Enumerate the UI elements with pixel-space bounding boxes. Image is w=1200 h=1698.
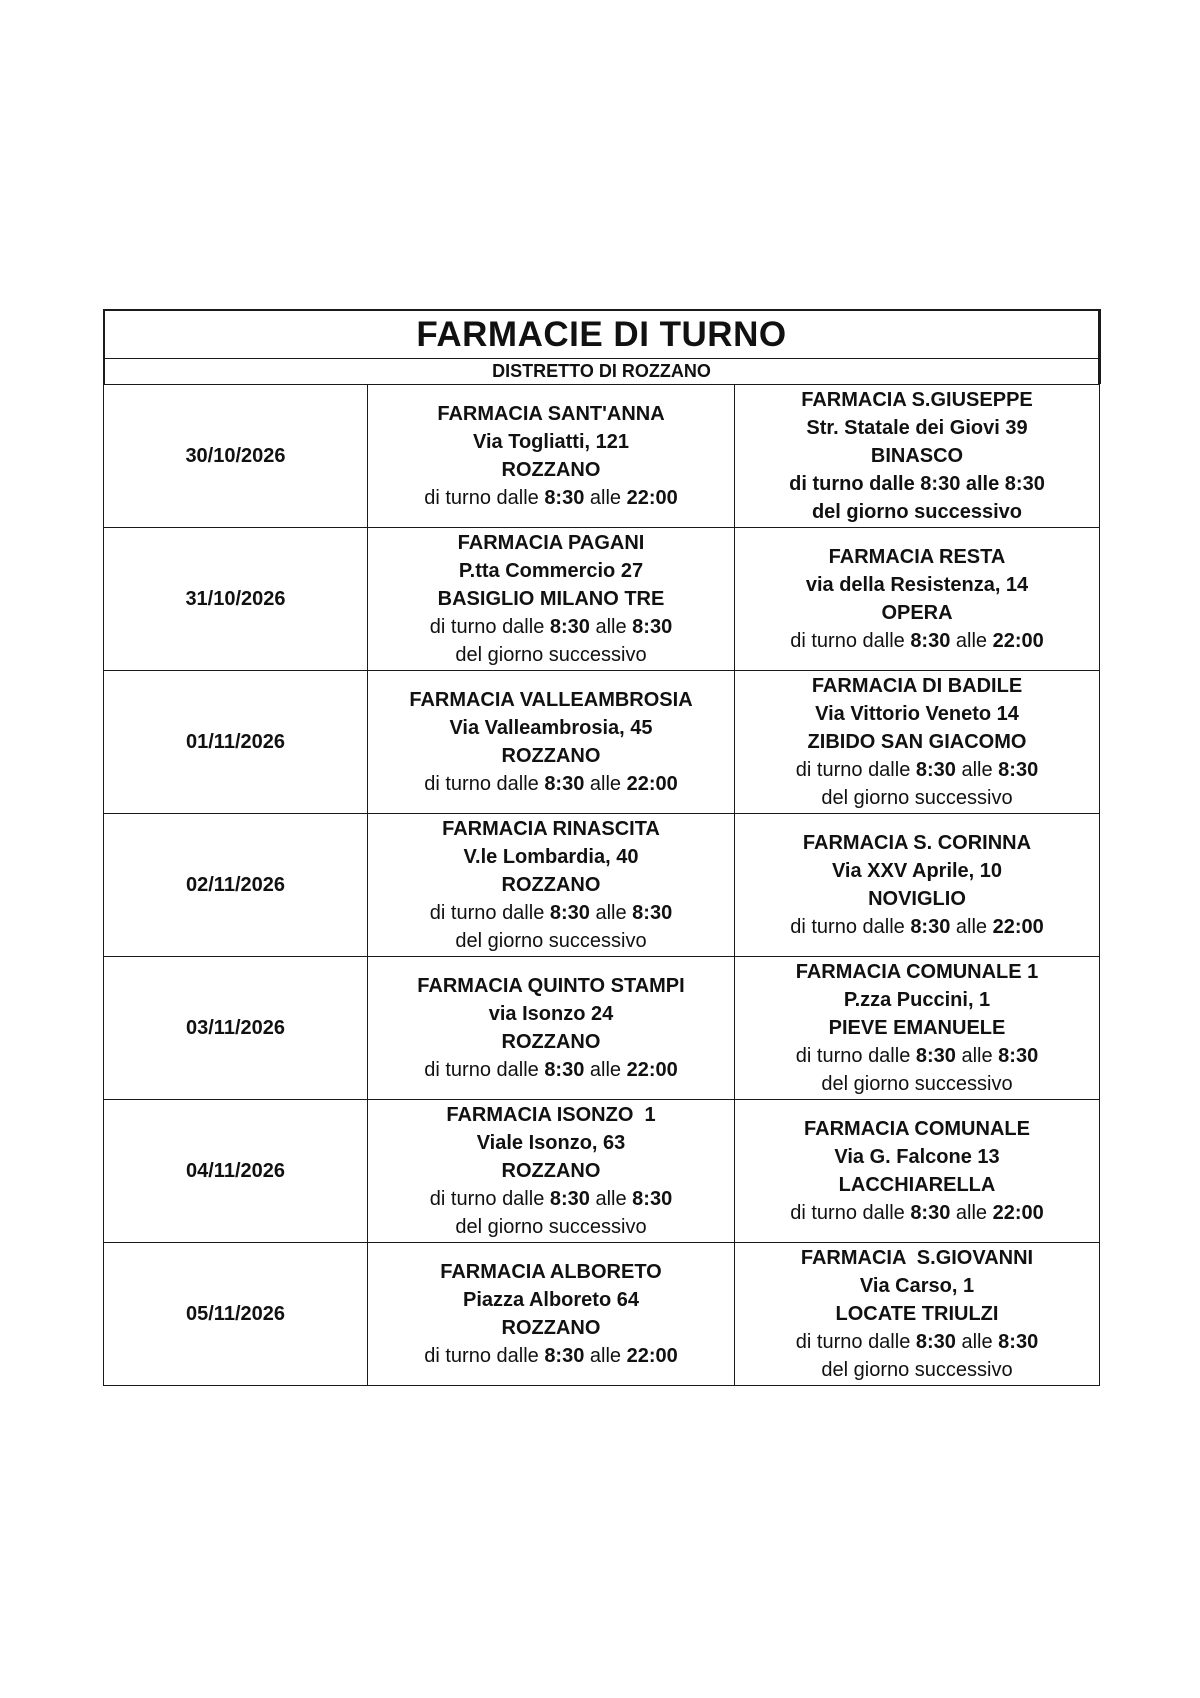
pharmacy-town: ROZZANO [501, 1317, 601, 1339]
duty-hours [735, 1042, 1099, 1070]
duty-hours [368, 613, 734, 641]
duty-end-time: 8:30 [1004, 473, 1045, 495]
table-row [104, 671, 1100, 814]
pharmacy-town: LACCHIARELLA [838, 1174, 996, 1196]
duty-start-time: 8:30 [915, 759, 956, 781]
duty-hours-connector: alle [584, 1059, 627, 1081]
pharmacy-town: ROZZANO [501, 1031, 601, 1053]
pharmacy-town: ROZZANO [501, 459, 601, 481]
duty-end-time: 8:30 [998, 1045, 1039, 1067]
pharmacy-address: Via G. Falcone 13 [834, 1146, 1000, 1168]
roster-header [103, 309, 1101, 384]
pharmacy-name: FARMACIA DI BADILE [811, 675, 1023, 697]
duty-hours-prefix: di turno dalle [789, 473, 921, 495]
duty-hours-connector: alle [584, 1345, 627, 1367]
duty-start-time: 8:30 [544, 1345, 585, 1367]
pharmacy-name: FARMACIA RESTA [828, 546, 1006, 568]
duty-hours-prefix: di turno dalle [429, 902, 550, 924]
pharmacy-town: OPERA [881, 602, 953, 624]
pharmacy-address: Str. Statale dei Giovi 39 [806, 417, 1028, 439]
pharmacy-name: FARMACIA COMUNALE 1 [795, 961, 1039, 983]
duty-hours-connector: alle [584, 773, 627, 795]
pharmacy-address: Via Carso, 1 [859, 1275, 975, 1297]
pharmacy-town: ROZZANO [501, 745, 601, 767]
duty-hours [368, 1342, 734, 1370]
duty-hours-prefix: di turno dalle [424, 1345, 545, 1367]
table-row [104, 957, 1100, 1100]
duty-hours-prefix: di turno dalle [790, 630, 911, 652]
duty-hours-connector: alle [589, 1188, 633, 1210]
duty-hours [735, 470, 1099, 498]
duty-end-time: 22:00 [626, 773, 678, 795]
pharmacy-cell [368, 814, 735, 957]
duty-next-day-note: del giorno successivo [821, 1359, 1013, 1381]
pharmacy-name: FARMACIA ALBORETO [440, 1261, 662, 1283]
duty-end-time: 8:30 [998, 1331, 1039, 1353]
pharmacy-town: BINASCO [870, 445, 964, 467]
pharmacy-name: FARMACIA S.GIOVANNI [800, 1247, 1034, 1269]
pharmacy-name: FARMACIA QUINTO STAMPI [417, 975, 685, 997]
pharmacy-address: Via Vittorio Veneto 14 [815, 703, 1019, 725]
pharmacy-cell [735, 1100, 1100, 1243]
pharmacy-name: FARMACIA ISONZO 1 [446, 1104, 656, 1126]
duty-start-time: 8:30 [920, 473, 961, 495]
duty-start-time: 8:30 [549, 902, 590, 924]
duty-end-time: 22:00 [626, 487, 678, 509]
duty-hours-connector: alle [955, 1045, 999, 1067]
duty-next-day-note: del giorno successivo [455, 644, 647, 666]
duty-next-day-note: del giorno successivo [811, 501, 1023, 523]
duty-hours-prefix: di turno dalle [795, 759, 916, 781]
pharmacy-name: FARMACIA SANT'ANNA [437, 403, 665, 425]
duty-start-time: 8:30 [549, 616, 590, 638]
duty-hours-prefix: di turno dalle [795, 1331, 916, 1353]
pharmacy-town: LOCATE TRIULZI [835, 1303, 999, 1325]
duty-hours-connector: alle [589, 902, 633, 924]
table-row [104, 385, 1100, 528]
duty-start-time: 8:30 [915, 1331, 956, 1353]
pharmacy-cell [368, 671, 735, 814]
duty-date: 30/10/2026 [104, 385, 368, 528]
duty-next-day-note: del giorno successivo [821, 787, 1013, 809]
duty-hours-connector: alle [950, 1202, 993, 1224]
pharmacy-address: via della Resistenza, 14 [805, 574, 1029, 596]
duty-end-time: 22:00 [992, 1202, 1044, 1224]
pharmacy-cell [368, 1243, 735, 1386]
pharmacy-address: Via XXV Aprile, 10 [831, 860, 1003, 882]
duty-end-time: 22:00 [992, 630, 1044, 652]
pharmacy-cell [368, 957, 735, 1100]
roster-table [103, 384, 1100, 1386]
duty-end-time: 22:00 [992, 916, 1044, 938]
duty-hours [368, 899, 734, 927]
duty-start-time: 8:30 [549, 1188, 590, 1210]
duty-date: 31/10/2026 [104, 528, 368, 671]
duty-hours-prefix: di turno dalle [790, 916, 911, 938]
pharmacy-address: V.le Lombardia, 40 [463, 846, 639, 868]
duty-end-time: 22:00 [626, 1345, 678, 1367]
pharmacy-address: Viale Isonzo, 63 [476, 1132, 626, 1154]
pharmacy-town: ROZZANO [501, 1160, 601, 1182]
duty-end-time: 8:30 [632, 1188, 673, 1210]
roster-sheet [103, 309, 1099, 1386]
table-row [104, 1243, 1100, 1386]
duty-hours-prefix: di turno dalle [424, 1059, 545, 1081]
pharmacy-address: Via Valleambrosia, 45 [449, 717, 653, 739]
duty-hours [368, 1056, 734, 1084]
pharmacy-name: FARMACIA RINASCITA [442, 818, 660, 840]
duty-hours-prefix: di turno dalle [424, 773, 545, 795]
duty-next-day-note: del giorno successivo [455, 930, 647, 952]
pharmacy-address: Piazza Alboreto 64 [463, 1289, 639, 1311]
duty-hours-connector: alle [589, 616, 633, 638]
pharmacy-cell [735, 814, 1100, 957]
duty-hours-prefix: di turno dalle [429, 616, 550, 638]
pharmacy-address: P.tta Commercio 27 [458, 560, 644, 582]
duty-hours-connector: alle [960, 473, 1005, 495]
pharmacy-cell [735, 671, 1100, 814]
duty-next-day-note: del giorno successivo [821, 1073, 1013, 1095]
pharmacy-name: FARMACIA S.GIUSEPPE [801, 389, 1033, 411]
pharmacy-town: BASIGLIO MILANO TRE [437, 588, 665, 610]
duty-hours-prefix: di turno dalle [429, 1188, 550, 1210]
pharmacy-name: FARMACIA S. CORINNA [802, 832, 1032, 854]
duty-hours [735, 1199, 1099, 1227]
duty-hours-prefix: di turno dalle [795, 1045, 916, 1067]
duty-date: 02/11/2026 [104, 814, 368, 957]
duty-date: 05/11/2026 [104, 1243, 368, 1386]
duty-end-time: 8:30 [998, 759, 1039, 781]
duty-start-time: 8:30 [910, 630, 951, 652]
duty-hours [368, 484, 734, 512]
duty-hours-connector: alle [955, 759, 999, 781]
duty-hours-connector: alle [950, 916, 993, 938]
duty-hours [735, 913, 1099, 941]
pharmacy-name: FARMACIA VALLEAMBROSIA [409, 689, 693, 711]
duty-start-time: 8:30 [910, 916, 951, 938]
duty-start-time: 8:30 [544, 487, 585, 509]
pharmacy-address: via Isonzo 24 [488, 1003, 614, 1025]
table-row [104, 814, 1100, 957]
pharmacy-cell [735, 1243, 1100, 1386]
pharmacy-town: PIEVE EMANUELE [828, 1017, 1006, 1039]
duty-hours [735, 1328, 1099, 1356]
duty-hours [368, 1185, 734, 1213]
pharmacy-address: P.zza Puccini, 1 [843, 989, 991, 1011]
page-title: FARMACIE DI TURNO [105, 311, 1098, 359]
district-label: DISTRETTO DI ROZZANO [492, 361, 711, 381]
pharmacy-cell [368, 1100, 735, 1243]
duty-date: 01/11/2026 [104, 671, 368, 814]
pharmacy-cell [368, 528, 735, 671]
pharmacy-town: ZIBIDO SAN GIACOMO [807, 731, 1027, 753]
duty-date: 03/11/2026 [104, 957, 368, 1100]
pharmacy-town: ROZZANO [501, 874, 601, 896]
duty-end-time: 8:30 [632, 902, 673, 924]
duty-hours [735, 627, 1099, 655]
duty-date: 04/11/2026 [104, 1100, 368, 1243]
duty-hours-connector: alle [584, 487, 627, 509]
duty-start-time: 8:30 [544, 773, 585, 795]
pharmacy-name: FARMACIA COMUNALE [804, 1118, 1030, 1140]
duty-start-time: 8:30 [544, 1059, 585, 1081]
duty-end-time: 8:30 [632, 616, 673, 638]
pharmacy-address: Via Togliatti, 121 [473, 431, 629, 453]
pharmacy-cell [735, 528, 1100, 671]
pharmacy-cell [735, 957, 1100, 1100]
roster-body [104, 385, 1100, 1386]
table-row [104, 528, 1100, 671]
duty-hours-prefix: di turno dalle [790, 1202, 911, 1224]
pharmacy-name: FARMACIA PAGANI [457, 532, 645, 554]
pharmacy-town: NOVIGLIO [868, 888, 966, 910]
duty-start-time: 8:30 [910, 1202, 951, 1224]
pharmacy-cell [368, 385, 735, 528]
pharmacy-cell [735, 385, 1100, 528]
duty-start-time: 8:30 [915, 1045, 956, 1067]
duty-hours [735, 756, 1099, 784]
duty-hours-connector: alle [955, 1331, 999, 1353]
duty-hours-prefix: di turno dalle [424, 487, 545, 509]
duty-next-day-note: del giorno successivo [455, 1216, 647, 1238]
duty-end-time: 22:00 [626, 1059, 678, 1081]
duty-hours-connector: alle [950, 630, 993, 652]
duty-hours [368, 770, 734, 798]
table-row [104, 1100, 1100, 1243]
